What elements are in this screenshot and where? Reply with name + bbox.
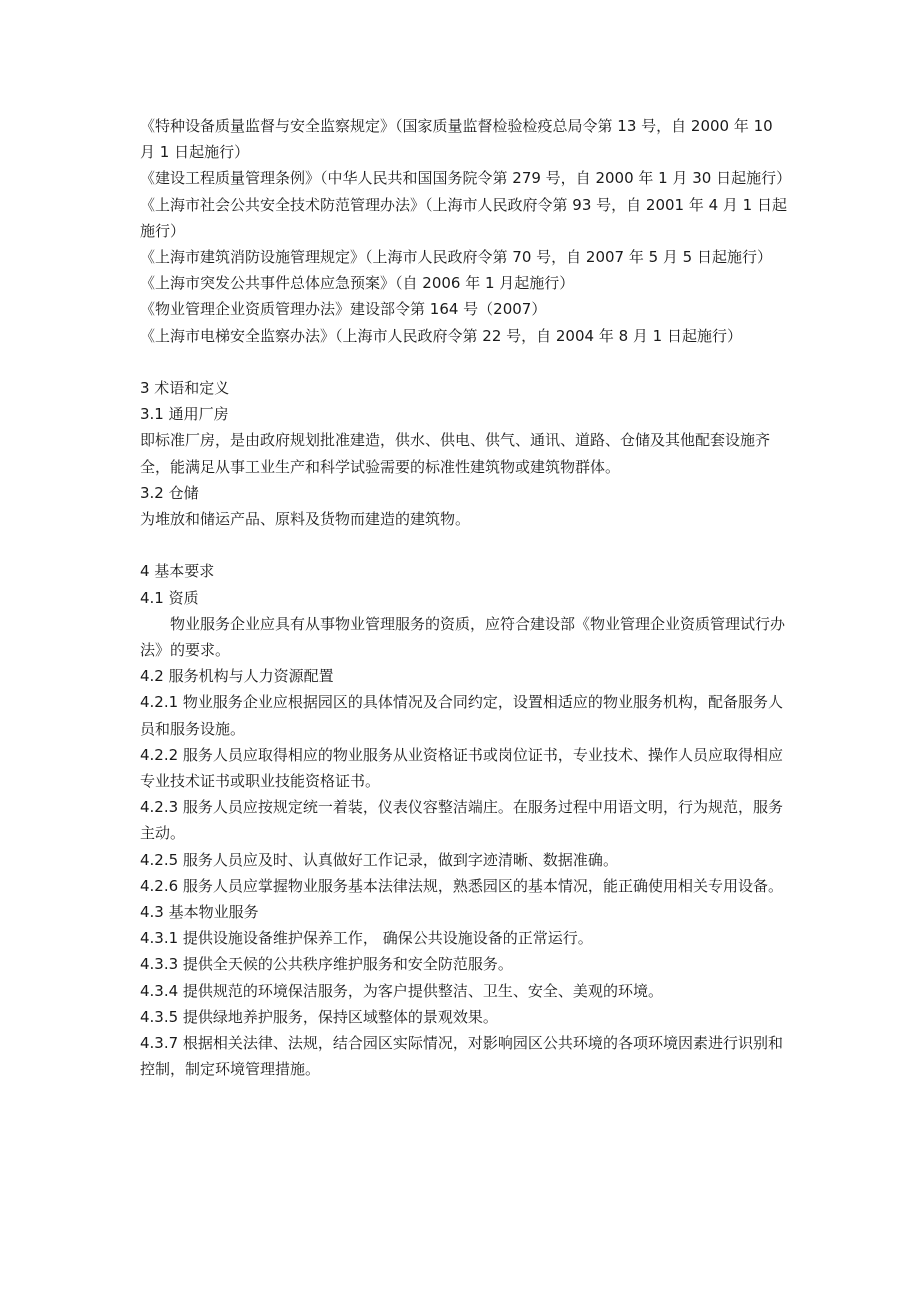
section-heading: 3 术语和定义 xyxy=(140,379,230,398)
regulation-item: 《特种设备质量监督与安全监察规定》（国家质量监督检验检疫总局令第 13 号，自 2000 年 10 月 1 日起施行） xyxy=(140,117,773,162)
section-heading: 4 基本要求 xyxy=(140,562,215,581)
definition-text: 为堆放和储运产品、原料及货物而建造的建筑物。 xyxy=(140,510,471,529)
regulation-item: 《建设工程质量管理条例》（中华人民共和国国务院令第 279 号，自 2000 年 1 月 30 日起施行） xyxy=(140,169,792,188)
subsection-heading: 4.1 资质 xyxy=(140,588,199,607)
clause: 4.3.1 提供设施设备维护保养工作， 确保公共设施设备的正常运行。 xyxy=(140,929,593,948)
clause: 4.3.7 根据相关法律、法规，结合园区实际情况，对影响园区公共环境的各项环境因素进行识别和控制，制定环境管理措施。 xyxy=(140,1034,783,1079)
clause: 4.2.2 服务人员应取得相应的物业服务从业资格证书或岗位证书，专业技术、操作人员应取得相应专业技术证书或职业技能资格证书。 xyxy=(140,745,783,791)
subsection-heading: 3.2 仓储 xyxy=(140,483,199,502)
clause: 4.2.3 服务人员应按规定统一着装，仪表仪容整洁端庄。在服务过程中用语文明，行为规范，服务主动。 xyxy=(140,798,783,843)
clause: 4.3.4 提供规范的环境保洁服务，为客户提供整洁、卫生、安全、美观的环境。 xyxy=(140,981,663,1000)
subsection-heading: 4.2 服务机构与人力资源配置 xyxy=(140,667,334,686)
clause: 4.3.3 提供全天候的公共秩序维护服务和安全防范服务。 xyxy=(140,955,513,974)
regulation-item: 《物业管理企业资质管理办法》建设部令第 164 号（2007） xyxy=(140,300,547,319)
clause: 4.2.5 服务人员应及时、认真做好工作记录，做到字迹清晰、数据准确。 xyxy=(140,850,618,869)
subsection-heading: 4.3 基本物业服务 xyxy=(140,903,259,922)
spacer xyxy=(140,532,788,558)
definition-text: 即标准厂房，是由政府规划批准建造，供水、供电、供气、通讯、道路、仓储及其他配套设施齐全，能满足从事工业生产和科学试验需要的标准性建筑物或建筑物群体。 xyxy=(140,431,771,476)
regulation-item: 《上海市电梯安全监察办法》（上海市人民政府令第 22 号，自 2004 年 8 月 1 日起施行） xyxy=(140,326,742,345)
paragraph: 物业服务企业应具有从事物业管理服务的资质，应符合建设部《物业管理企业资质管理试行办法》的要求。 xyxy=(140,614,786,660)
clause: 4.2.6 服务人员应掌握物业服务基本法律法规，熟悉园区的基本情况，能正确使用相关专用设备。 xyxy=(140,876,783,895)
regulation-item: 《上海市突发公共事件总体应急预案》（自 2006 年 1 月起施行） xyxy=(140,274,575,293)
document-body xyxy=(140,113,792,1082)
spacer xyxy=(140,349,788,375)
regulation-item: 《上海市建筑消防设施管理规定》（上海市人民政府令第 70 号，自 2007 年 5 月 5 日起施行） xyxy=(140,248,772,267)
clause: 4.2.1 物业服务企业应根据园区的具体情况及合同约定，设置相适应的物业服务机构，配备服务人员和服务设施。 xyxy=(140,693,783,738)
clause: 4.3.5 提供绿地养护服务，保持区域整体的景观效果。 xyxy=(140,1007,498,1026)
subsection-heading: 3.1 通用厂房 xyxy=(140,405,229,424)
regulation-item: 《上海市社会公共安全技术防范管理办法》（上海市人民政府令第 93 号，自 2001 年 4 月 1 日起施行） xyxy=(140,195,787,240)
